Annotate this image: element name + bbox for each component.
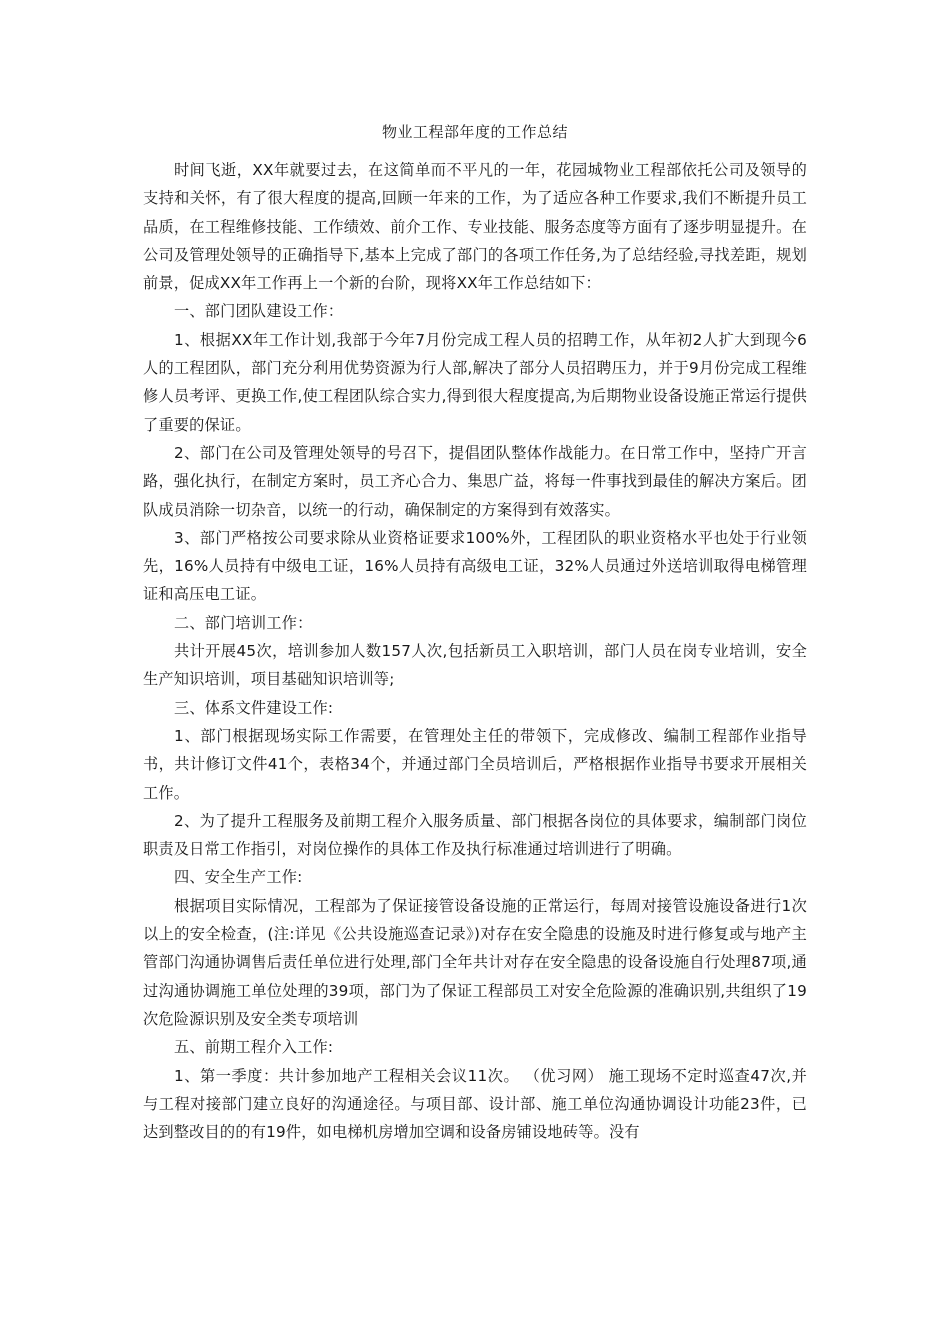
section-heading-documents: 三、体系文件建设工作: <box>174 698 334 717</box>
section-heading-training: 二、部门培训工作： <box>174 613 313 632</box>
paragraph-training: 共计开展45次，培训参加人数157人次,包括新员工入职培训，部门人员在岗专业培训，安全生产知识培训，项目基础知识培训等; <box>143 642 807 689</box>
paragraph-early-intervention-1: 1、第一季度：共计参加地产工程相关会议11次。 （优习网） 施工现场不定时巡查47次,并与工程对接部门建立良好的沟通途径。与项目部、设计部、施工单位沟通协调设计功能23件，已达到整改目的的有19件，如电梯机房增加空调和设备房铺设地砖等。没有 <box>143 1066 807 1142</box>
paragraph-safety: 根据项目实际情况，工程部为了保证接管设备设施的正常运行，每周对接管设施设备进行1次以上的安全检查，(注:详见《公共设施巡查记录》)对存在安全隐患的设施及时进行修复或与地产主管部门沟通协调售后责任单位进行处理,部门全年共计对存在安全隐患的设备设施自行处理87项,通过沟通协调施工单位处理的39项，部门为了保证工程部员工对安全危险源的准确识别,共组织了19次危险源识别及安全类专项培训 <box>143 896 807 1028</box>
section-heading-early-intervention: 五、前期工程介入工作: <box>174 1038 334 1057</box>
section-heading-team: 一、部门团队建设工作： <box>174 302 344 321</box>
paragraph-team-2: 2、部门在公司及管理处领导的号召下，提倡团队整体作战能力。在日常工作中，坚持广开言路，强化执行，在制定方案时，员工齐心合力、集思广益，将每一件事找到最佳的解决方案后。团队成员消除一切杂音，以统一的行动，确保制定的方案得到有效落实。 <box>143 443 807 519</box>
paragraph-intro: 时间飞逝，XX年就要过去，在这简单而不平凡的一年，花园城物业工程部依托公司及领导的支持和关怀，有了很大程度的提高,回顾一年来的工作，为了适应各种工作要求,我们不断提升员工品质，在工程维修技能、工作绩效、前介工作、专业技能、服务态度等方面有了逐步明显提升。在公司及管理处领导的正确指导下,基本上完成了部门的各项工作任务,为了总结经验,寻找差距，规划前景，促成XX年工作再上一个新的台阶，现将XX年工作总结如下： <box>143 161 807 293</box>
paragraph-team-3: 3、部门严格按公司要求除从业资格证要求100%外，工程团队的职业资格水平也处于行业领先，16%人员持有中级电工证，16%人员持有高级电工证，32%人员通过外送培训取得电梯管理证和高压电工证。 <box>143 528 807 604</box>
paragraph-documents-1: 1、部门根据现场实际工作需要，在管理处主任的带领下，完成修改、编制工程部作业指导书，共计修订文件41个，表格34个，并通过部门全员培训后，严格根据作业指导书要求开展相关工作。 <box>143 726 807 802</box>
document-title: 物业工程部年度的工作总结 <box>381 123 568 141</box>
paragraph-team-1: 1、根据XX年工作计划,我部于今年7月份完成工程人员的招聘工作，从年初2人扩大到现今6人的工程团队，部门充分利用优势资源为行人部,解决了部分人员招聘压力，并于9月份完成工程维修人员考评、更换工作,使工程团队综合实力,得到很大程度提高,为后期物业设备设施正常运行提供了重要的保证。 <box>143 330 807 434</box>
document-page <box>143 118 807 1146</box>
paragraph-documents-2: 2、为了提升工程服务及前期工程介入服务质量、部门根据各岗位的具体要求，编制部门岗位职责及日常工作指引，对岗位操作的具体工作及执行标准通过培训进行了明确。 <box>143 811 807 859</box>
section-heading-safety: 四、安全生产工作: <box>174 868 303 887</box>
